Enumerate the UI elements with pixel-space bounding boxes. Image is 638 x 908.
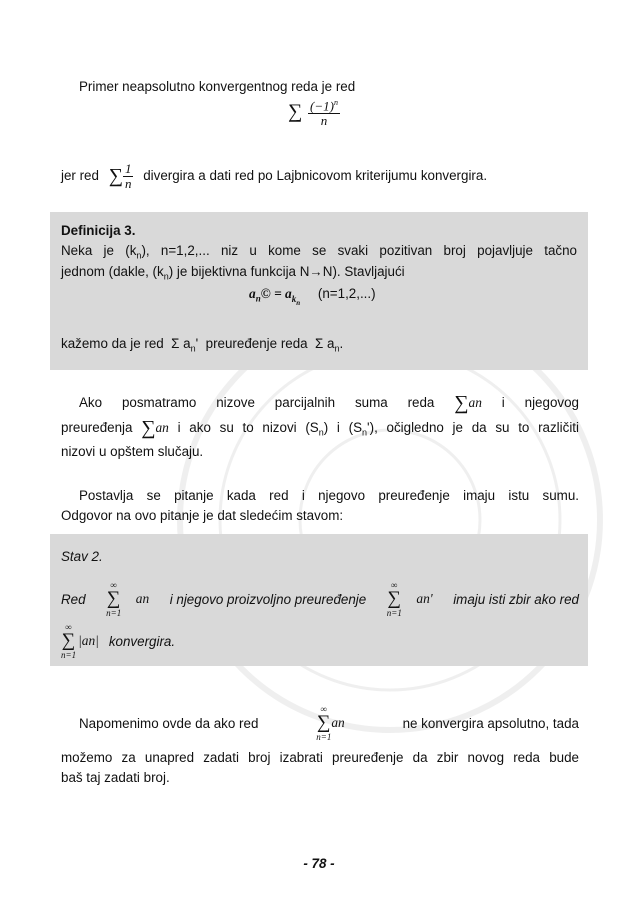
p5-line-1: Napomenimo ovde da ako red ∞ ∑ n=1 an ne konvergira apsolutno, tada	[79, 704, 579, 742]
p2-prefix: jer red	[61, 168, 99, 184]
p5-sum-term: an	[331, 715, 345, 730]
sum-c-term: |an|	[78, 633, 99, 648]
p5-line1-b: ne konvergira apsolutno, tada	[402, 715, 579, 731]
theorem-word-red: Red	[61, 591, 86, 607]
definition-box	[50, 212, 588, 370]
alternating-series-formula: ∑ $\frac{(-1)^n}{n}$	[288, 98, 338, 129]
formula-numerator: (−1)	[310, 98, 334, 114]
p3-sum1: an	[468, 395, 482, 410]
formula-range: (n=1,2,...)	[317, 286, 376, 301]
divergence-sentence: jer red ∑ $\frac{1}{n}$ divergira a dati red po Lajbnicovom kriterijumu konvergira.	[61, 161, 488, 191]
p4-line-2: Odgovor na ovo pitanje je dat sledećim stavom:	[61, 508, 344, 523]
theorem-title: Stav 2.	[61, 549, 103, 564]
p3-line1-a: Ako posmatramo nizove parcijalnih suma reda	[79, 395, 435, 410]
p4-line-1	[61, 484, 579, 530]
sum-c-lower: n=1	[61, 650, 77, 660]
sum-a-term: an	[135, 591, 150, 606]
theorem-box	[50, 534, 588, 666]
p3-line2-a: preuređenja	[61, 420, 133, 435]
formula-denominator: n	[320, 113, 328, 129]
p5-line2-text: možemo za unapred zadati broj izabrati preuređenje da zbir novog reda bude	[61, 750, 579, 765]
definition-title: Definicija 3.	[61, 223, 136, 238]
theorem-phrase-3: imaju isti zbir ako red	[453, 591, 579, 607]
p5-sum-lower: n=1	[316, 732, 332, 742]
p3-line-1: Ako posmatramo nizove parcijalnih suma reda ∑an i njegovog	[79, 391, 579, 414]
sum-b-lower: n=1	[386, 608, 402, 618]
sum-a-upper: ∞	[110, 580, 117, 590]
theorem-word-konvergira: konvergira.	[108, 633, 176, 649]
formula-exponent: n	[333, 98, 338, 107]
definition-line-3: kažemo da je red Σ $a_n'$ preuređenje reda Σ $a_n$.	[61, 336, 344, 354]
theorem-phrase-2: i njegovo proizvoljno preuređenje	[169, 591, 367, 607]
theorem-statement: Red ∞ ∑ n=1 an i njegovo proizvoljno preuređenje ∞ ∑ n=1 an' imaju isti zbir ako red	[61, 580, 579, 618]
intro-text: Primer neapsolutno konvergentnog reda je red	[79, 79, 356, 94]
p5-line1-a: Napomenimo ovde da ako red	[79, 715, 259, 731]
sum-c-upper: ∞	[65, 622, 72, 632]
p5-sum-upper: ∞	[320, 704, 327, 714]
harmonic-numerator: 1	[124, 161, 132, 176]
p3-line1-b: i njegovog	[501, 395, 579, 410]
p3-sum2: an	[155, 420, 169, 435]
p3-line-2: preuređenja ∑an i ako su to nizovi $(S_n)$ i $(S_n')$, očigledno je da su to različiti	[61, 416, 579, 439]
harmonic-denominator: n	[124, 176, 132, 191]
theorem-statement-end: ∞ ∑ n=1 |an| konvergira.	[61, 622, 176, 660]
sum-b-term: an'	[416, 591, 433, 606]
p5-line-2	[61, 746, 579, 792]
p4-line1-text: Postavlja se pitanje kada red i njegovo preuređenje imaju istu sumu.	[79, 488, 579, 503]
definition-line-2: jednom (dakle, $(k_n)$ je bijektivna funkcija N→N). Stavljajući	[61, 264, 405, 282]
page-number: - 78 -	[303, 856, 335, 871]
p3-line-3: nizovi u opštem slučaju.	[61, 444, 204, 459]
sum-b-upper: ∞	[391, 580, 398, 590]
definition-formula: $a_n© = a_{k_n}$ (n=1,2,...)	[249, 286, 376, 307]
sum-a-lower: n=1	[106, 608, 122, 618]
p2-suffix: divergira a dati red po Lajbnicovom kriterijumu konvergira.	[143, 168, 488, 184]
definition-line-1: Neka je $(k_n)$, n=1,2,... niz u kome se svaki pozitivan broj pojavljuje tačno	[61, 243, 578, 261]
p5-line-3: baš taj zadati broj.	[61, 770, 170, 785]
